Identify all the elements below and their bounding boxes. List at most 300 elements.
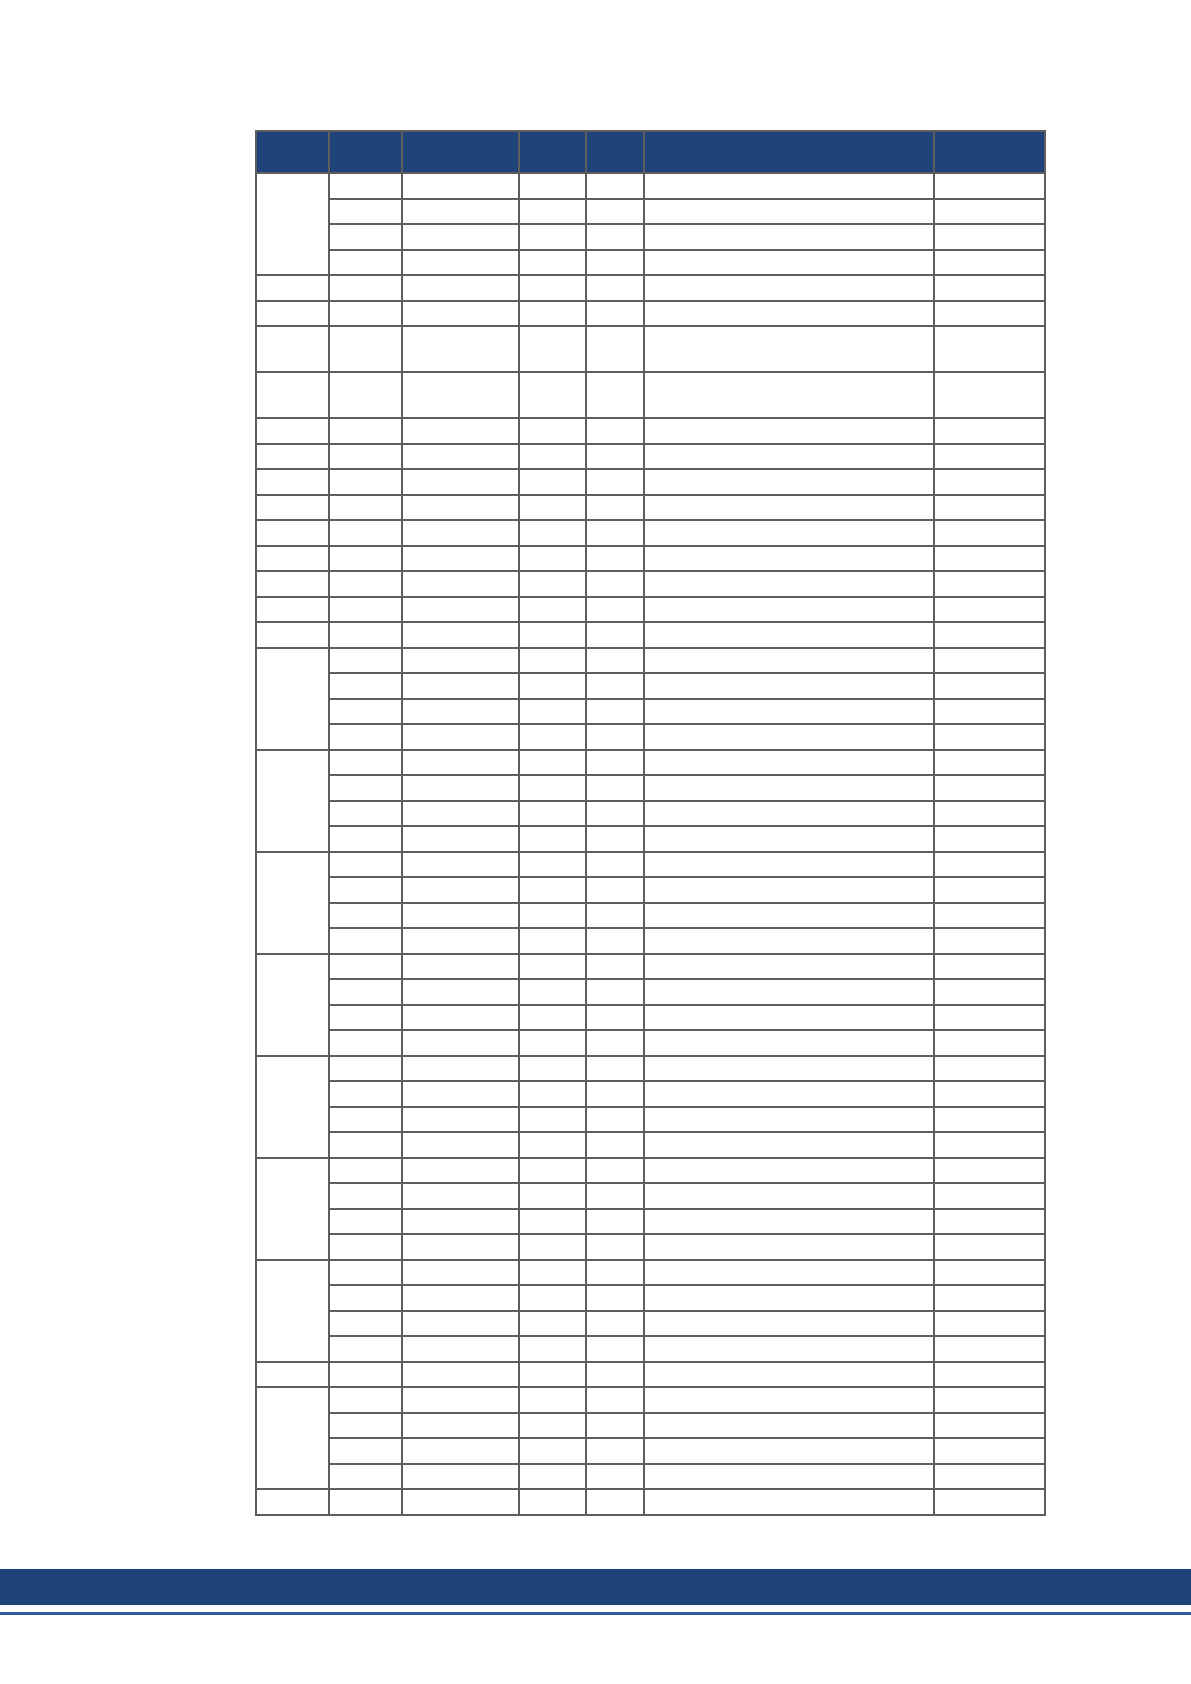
table-cell <box>519 826 586 852</box>
table-cell <box>934 1285 1045 1311</box>
table-cell <box>586 495 644 521</box>
table-cell <box>644 1489 934 1515</box>
table-row <box>256 1056 1045 1082</box>
table-cell <box>329 418 402 444</box>
table-cell <box>934 775 1045 801</box>
table-cell <box>329 673 402 699</box>
table-cell <box>934 597 1045 623</box>
table-cell <box>402 928 519 954</box>
table-cell <box>934 699 1045 725</box>
table-cell <box>329 1183 402 1209</box>
table-cell <box>519 372 586 418</box>
table-cell <box>644 1464 934 1490</box>
table-cell <box>934 1158 1045 1184</box>
table-cell <box>329 372 402 418</box>
table-cell <box>644 903 934 929</box>
group-cell <box>256 495 329 521</box>
table-cell <box>644 979 934 1005</box>
table-cell <box>402 597 519 623</box>
header-cell <box>934 131 1045 173</box>
table-cell <box>644 801 934 827</box>
table-cell <box>519 1056 586 1082</box>
table-cell <box>644 199 934 225</box>
table-cell <box>586 224 644 250</box>
table-cell <box>402 326 519 372</box>
group-cell <box>256 597 329 623</box>
table-cell <box>934 571 1045 597</box>
table-cell <box>934 1336 1045 1362</box>
table-cell <box>329 546 402 572</box>
table-row <box>256 954 1045 980</box>
table-cell <box>934 622 1045 648</box>
footer-band <box>0 1569 1191 1605</box>
table-row <box>256 852 1045 878</box>
table-cell <box>329 173 402 199</box>
table-cell <box>329 750 402 776</box>
table-cell <box>934 826 1045 852</box>
table-row <box>256 326 1045 372</box>
table-cell <box>934 224 1045 250</box>
table-cell <box>402 1234 519 1260</box>
table-cell <box>586 326 644 372</box>
table-cell <box>586 199 644 225</box>
table-cell <box>644 1311 934 1337</box>
table-cell <box>934 648 1045 674</box>
group-cell <box>256 372 329 418</box>
table-row <box>256 469 1045 495</box>
table-cell <box>519 1260 586 1286</box>
table-row <box>256 1081 1045 1107</box>
table-cell <box>519 1081 586 1107</box>
table-row <box>256 444 1045 470</box>
table-row <box>256 546 1045 572</box>
table-cell <box>586 724 644 750</box>
table-cell <box>644 1413 934 1439</box>
table-cell <box>329 775 402 801</box>
table-cell <box>402 877 519 903</box>
table-cell <box>934 1464 1045 1490</box>
table-cell <box>644 750 934 776</box>
table-cell <box>519 1285 586 1311</box>
table-cell <box>644 1107 934 1133</box>
table-cell <box>644 571 934 597</box>
table-row <box>256 1209 1045 1235</box>
table-cell <box>402 954 519 980</box>
table-cell <box>402 571 519 597</box>
table-cell <box>934 495 1045 521</box>
table-cell <box>402 469 519 495</box>
table-cell <box>586 1362 644 1388</box>
table-cell <box>329 928 402 954</box>
table-cell <box>329 622 402 648</box>
group-cell <box>256 418 329 444</box>
table-cell <box>934 954 1045 980</box>
table-cell <box>329 1336 402 1362</box>
table-row <box>256 224 1045 250</box>
table-cell <box>934 801 1045 827</box>
table-cell <box>586 1438 644 1464</box>
table-cell <box>644 1438 934 1464</box>
table-cell <box>402 1158 519 1184</box>
table-cell <box>644 372 934 418</box>
table-cell <box>586 444 644 470</box>
group-cell <box>256 852 329 954</box>
table-cell <box>644 1234 934 1260</box>
table-cell <box>934 724 1045 750</box>
table-cell <box>329 1158 402 1184</box>
table-cell <box>586 597 644 623</box>
table-cell <box>586 877 644 903</box>
table-cell <box>586 622 644 648</box>
table-cell <box>402 173 519 199</box>
table-cell <box>519 520 586 546</box>
table-cell <box>586 1464 644 1490</box>
table-cell <box>402 801 519 827</box>
table-cell <box>402 699 519 725</box>
table-cell <box>329 520 402 546</box>
table-cell <box>402 275 519 301</box>
group-cell <box>256 546 329 572</box>
table-cell <box>934 1081 1045 1107</box>
table-cell <box>586 173 644 199</box>
table-cell <box>586 826 644 852</box>
table-cell <box>644 1285 934 1311</box>
group-cell <box>256 444 329 470</box>
table-cell <box>402 1081 519 1107</box>
table-row <box>256 597 1045 623</box>
table-cell <box>586 801 644 827</box>
table-cell <box>586 1081 644 1107</box>
table-cell <box>934 250 1045 276</box>
table-row <box>256 372 1045 418</box>
table-cell <box>934 1056 1045 1082</box>
table-cell <box>402 648 519 674</box>
table-cell <box>644 495 934 521</box>
table-cell <box>402 979 519 1005</box>
table-cell <box>934 1438 1045 1464</box>
table-cell <box>519 1132 586 1158</box>
table-cell <box>644 1030 934 1056</box>
table-cell <box>519 903 586 929</box>
table-cell <box>402 546 519 572</box>
table-cell <box>402 1260 519 1286</box>
table-cell <box>329 1107 402 1133</box>
table-cell <box>329 275 402 301</box>
table-header-row <box>256 131 1045 173</box>
table-row <box>256 1489 1045 1515</box>
table-cell <box>586 648 644 674</box>
table-cell <box>402 1107 519 1133</box>
table-row <box>256 1183 1045 1209</box>
table-cell <box>519 622 586 648</box>
table-cell <box>586 1489 644 1515</box>
table-cell <box>519 954 586 980</box>
table-cell <box>519 1362 586 1388</box>
table-row <box>256 1413 1045 1439</box>
table-row <box>256 1336 1045 1362</box>
table-cell <box>402 372 519 418</box>
table-cell <box>586 1056 644 1082</box>
group-cell <box>256 173 329 275</box>
table-cell <box>329 1081 402 1107</box>
table-cell <box>402 301 519 327</box>
header-cell <box>256 131 329 173</box>
table-cell <box>329 979 402 1005</box>
group-cell <box>256 1387 329 1489</box>
table-row <box>256 1107 1045 1133</box>
table-cell <box>934 326 1045 372</box>
table-cell <box>519 648 586 674</box>
table-cell <box>519 724 586 750</box>
table-cell <box>644 301 934 327</box>
table-row <box>256 979 1045 1005</box>
table-cell <box>329 852 402 878</box>
table-cell <box>519 199 586 225</box>
table-cell <box>402 724 519 750</box>
table-cell <box>586 928 644 954</box>
table-cell <box>519 546 586 572</box>
table-cell <box>329 301 402 327</box>
table-row <box>256 673 1045 699</box>
group-cell <box>256 520 329 546</box>
table-row <box>256 928 1045 954</box>
table-cell <box>329 1030 402 1056</box>
table-cell <box>586 699 644 725</box>
table-cell <box>519 597 586 623</box>
table-row <box>256 826 1045 852</box>
table-cell <box>586 1285 644 1311</box>
table-cell <box>402 1005 519 1031</box>
table-cell <box>402 852 519 878</box>
table-cell <box>586 750 644 776</box>
group-cell <box>256 1158 329 1260</box>
table-cell <box>519 301 586 327</box>
table-cell <box>586 673 644 699</box>
table-cell <box>402 1285 519 1311</box>
table-row <box>256 877 1045 903</box>
table-row <box>256 1260 1045 1286</box>
table-cell <box>329 1464 402 1490</box>
table-cell <box>329 1413 402 1439</box>
table-cell <box>586 979 644 1005</box>
table-cell <box>934 1489 1045 1515</box>
table-row <box>256 1311 1045 1337</box>
table-cell <box>934 1132 1045 1158</box>
header-cell <box>329 131 402 173</box>
table-cell <box>402 444 519 470</box>
table-cell <box>329 1132 402 1158</box>
table-cell <box>934 1005 1045 1031</box>
table-cell <box>329 1285 402 1311</box>
table-cell <box>519 1464 586 1490</box>
header-cell <box>586 131 644 173</box>
table-cell <box>644 1260 934 1286</box>
table-row <box>256 199 1045 225</box>
table-cell <box>519 750 586 776</box>
table-cell <box>402 1489 519 1515</box>
table-cell <box>644 954 934 980</box>
table-cell <box>519 1107 586 1133</box>
table-cell <box>644 173 934 199</box>
table-cell <box>519 1413 586 1439</box>
table-cell <box>519 673 586 699</box>
table-row <box>256 1464 1045 1490</box>
table-body <box>256 173 1045 1515</box>
table-row <box>256 1005 1045 1031</box>
table-cell <box>934 877 1045 903</box>
table-cell <box>402 250 519 276</box>
table-cell <box>402 418 519 444</box>
table-row <box>256 903 1045 929</box>
table-cell <box>519 1158 586 1184</box>
table-cell <box>644 826 934 852</box>
table-cell <box>519 1209 586 1235</box>
group-cell <box>256 1489 329 1515</box>
table-cell <box>402 199 519 225</box>
table-cell <box>644 928 934 954</box>
table-cell <box>519 326 586 372</box>
table-cell <box>329 1005 402 1031</box>
table-cell <box>329 571 402 597</box>
table-cell <box>519 250 586 276</box>
table-cell <box>644 444 934 470</box>
table-cell <box>519 418 586 444</box>
table-cell <box>934 1107 1045 1133</box>
table-cell <box>644 1209 934 1235</box>
table-cell <box>402 1336 519 1362</box>
group-cell <box>256 648 329 750</box>
group-cell <box>256 571 329 597</box>
table-cell <box>934 903 1045 929</box>
table-cell <box>402 1413 519 1439</box>
table-cell <box>586 1030 644 1056</box>
table-cell <box>402 775 519 801</box>
table-cell <box>329 903 402 929</box>
table-row <box>256 520 1045 546</box>
table-cell <box>586 954 644 980</box>
table-cell <box>519 801 586 827</box>
table-cell <box>402 224 519 250</box>
group-cell <box>256 622 329 648</box>
table-row <box>256 801 1045 827</box>
table-cell <box>402 1362 519 1388</box>
table-cell <box>934 1234 1045 1260</box>
group-cell <box>256 469 329 495</box>
table-cell <box>329 495 402 521</box>
table-cell <box>934 979 1045 1005</box>
table-cell <box>586 1260 644 1286</box>
table-row <box>256 571 1045 597</box>
table-cell <box>644 1056 934 1082</box>
table-cell <box>644 622 934 648</box>
table-cell <box>934 1362 1045 1388</box>
table-row <box>256 418 1045 444</box>
table-cell <box>644 1183 934 1209</box>
table-cell <box>329 1362 402 1388</box>
table-cell <box>329 826 402 852</box>
table-cell <box>586 1005 644 1031</box>
table-cell <box>586 1234 644 1260</box>
table-cell <box>402 826 519 852</box>
table-cell <box>934 275 1045 301</box>
table-cell <box>934 1209 1045 1235</box>
table-cell <box>644 775 934 801</box>
table-row <box>256 495 1045 521</box>
table-cell <box>519 1005 586 1031</box>
table-cell <box>586 1158 644 1184</box>
table-cell <box>644 1387 934 1413</box>
table-cell <box>586 418 644 444</box>
table-cell <box>329 877 402 903</box>
table-cell <box>934 301 1045 327</box>
table-cell <box>329 326 402 372</box>
table-cell <box>934 418 1045 444</box>
table-cell <box>402 1183 519 1209</box>
table-row <box>256 1234 1045 1260</box>
table-row <box>256 275 1045 301</box>
group-cell <box>256 1056 329 1158</box>
table-cell <box>644 673 934 699</box>
table-cell <box>329 1056 402 1082</box>
table-cell <box>329 199 402 225</box>
table-cell <box>586 520 644 546</box>
table-cell <box>644 699 934 725</box>
table-row <box>256 1158 1045 1184</box>
table-row <box>256 1438 1045 1464</box>
table-cell <box>586 1183 644 1209</box>
table-row <box>256 699 1045 725</box>
table-cell <box>402 1387 519 1413</box>
table-cell <box>402 1132 519 1158</box>
table-cell <box>402 903 519 929</box>
table-cell <box>644 852 934 878</box>
table-cell <box>644 469 934 495</box>
table-cell <box>644 224 934 250</box>
table-cell <box>644 597 934 623</box>
table-cell <box>586 275 644 301</box>
table-cell <box>644 250 934 276</box>
table-cell <box>402 495 519 521</box>
table-cell <box>519 852 586 878</box>
table-cell <box>586 571 644 597</box>
table-cell <box>329 1438 402 1464</box>
table-cell <box>519 1234 586 1260</box>
table-cell <box>644 1132 934 1158</box>
table-cell <box>586 775 644 801</box>
table-cell <box>519 1438 586 1464</box>
table-cell <box>519 1030 586 1056</box>
table-cell <box>402 1030 519 1056</box>
table-row <box>256 1362 1045 1388</box>
table-cell <box>934 173 1045 199</box>
group-cell <box>256 301 329 327</box>
table-cell <box>402 1209 519 1235</box>
table-cell <box>934 1311 1045 1337</box>
table-cell <box>329 1234 402 1260</box>
table-cell <box>329 597 402 623</box>
table-cell <box>402 1438 519 1464</box>
table-cell <box>329 724 402 750</box>
table-cell <box>586 250 644 276</box>
table-row <box>256 622 1045 648</box>
table-cell <box>329 1209 402 1235</box>
table-cell <box>644 724 934 750</box>
table-cell <box>519 1183 586 1209</box>
table-cell <box>519 444 586 470</box>
table-cell <box>519 495 586 521</box>
table-cell <box>329 1489 402 1515</box>
table-cell <box>644 1362 934 1388</box>
